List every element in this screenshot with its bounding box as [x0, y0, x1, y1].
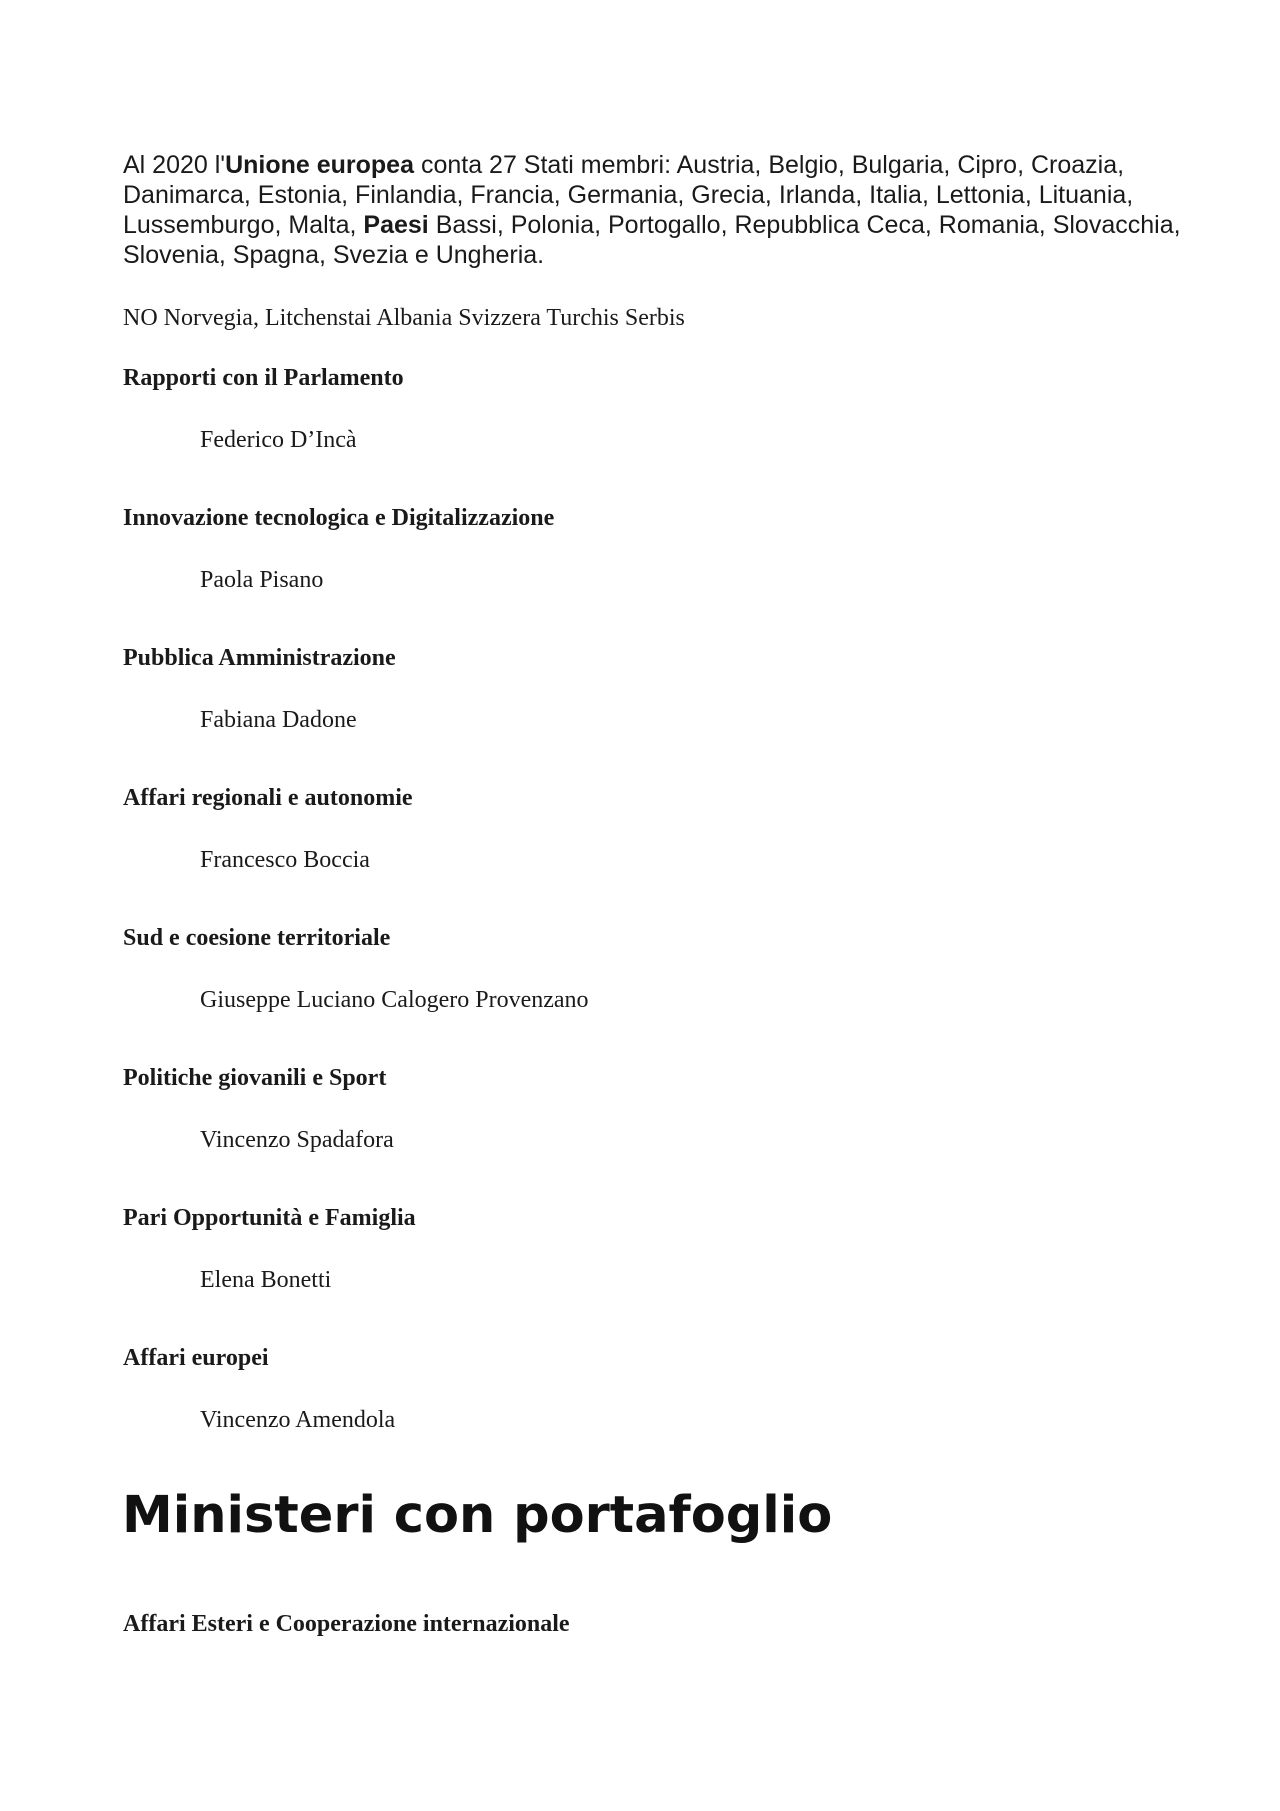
intro-paragraph	[123, 150, 1183, 270]
section-title: Ministeri con portafoglio	[122, 1486, 833, 1545]
ministry-heading: Innovazione tecnologica e Digitalizzazione	[123, 505, 555, 531]
minister-name: Paola Pisano	[200, 567, 324, 593]
intro-text-3: Bassi, Polonia, Portogallo, Repubblica Ceca, Romania, Slovacchia, Slovenia, Spagna, Svezia e Ungheria.	[123, 211, 1181, 269]
excluded-countries-note: NO Norvegia, Litchenstai Albania Svizzera Turchis Serbis	[123, 305, 685, 331]
minister-name: Giuseppe Luciano Calogero Provenzano	[200, 987, 589, 1013]
intro-text-2: conta 27 Stati membri: Austria, Belgio, Bulgaria, Cipro, Croazia, Danimarca, Estonia, Finlandia, Francia, Germania, Grecia, Irlanda, Italia, Lettonia, Lituania, Lussemburgo, Malta,	[123, 151, 1134, 239]
ministry-heading: Affari regionali e autonomie	[123, 785, 413, 811]
ministry-heading: Sud e coesione territoriale	[123, 925, 391, 951]
minister-name: Francesco Boccia	[200, 847, 370, 873]
intro-bold-unione: Unione europea	[225, 151, 414, 179]
minister-name: Elena Bonetti	[200, 1267, 332, 1293]
intro-bold-paesi: Paesi	[363, 211, 429, 239]
ministry-heading: Affari europei	[123, 1345, 269, 1371]
ministry-heading: Pari Opportunità e Famiglia	[123, 1205, 416, 1231]
ministry-heading: Politiche giovanili e Sport	[123, 1065, 387, 1091]
ministry-heading: Rapporti con il Parlamento	[123, 365, 404, 391]
minister-name: Vincenzo Spadafora	[200, 1127, 394, 1153]
ministry-heading: Pubblica Amministrazione	[123, 645, 396, 671]
minister-name: Vincenzo Amendola	[200, 1407, 396, 1433]
minister-name: Federico D’Incà	[200, 427, 357, 453]
minister-name: Fabiana Dadone	[200, 707, 357, 733]
intro-text-1: Al 2020 l'	[123, 151, 226, 179]
ministry-heading: Affari Esteri e Cooperazione internazionale	[123, 1611, 570, 1637]
